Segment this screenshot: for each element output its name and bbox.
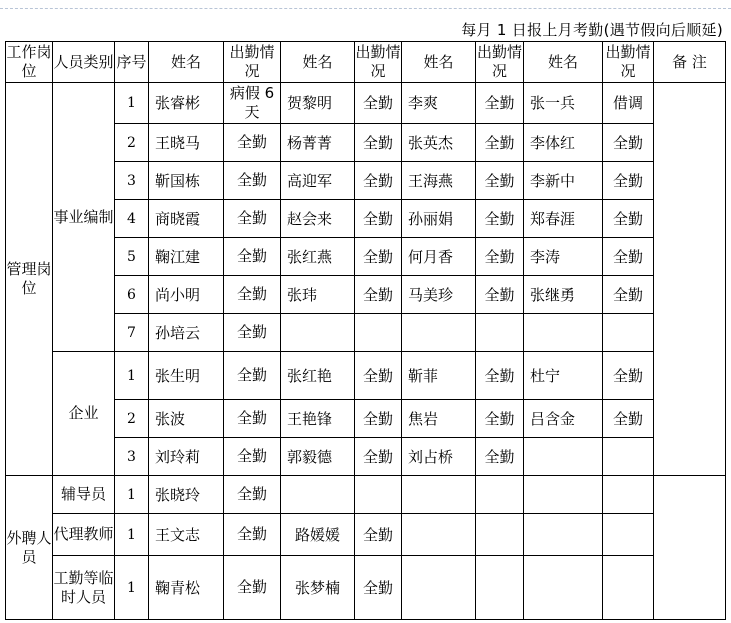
group-outsourced: 外聘人员 — [6, 476, 53, 620]
status-cell — [603, 314, 654, 352]
sheet-top-border — [0, 8, 731, 9]
status-cell: 全勤 — [224, 514, 281, 556]
status-cell: 全勤 — [476, 400, 524, 438]
seq-cell: 1 — [115, 352, 149, 400]
name-cell: 孙丽娟 — [402, 200, 476, 238]
name-cell: 张继勇 — [524, 276, 603, 314]
name-cell: 何月香 — [402, 238, 476, 276]
status-cell: 借调 — [603, 83, 654, 124]
seq-cell: 1 — [115, 556, 149, 620]
header-remark: 备 注 — [654, 42, 726, 83]
name-cell: 焦岩 — [402, 400, 476, 438]
name-cell — [524, 476, 603, 514]
header-post: 工作岗位 — [6, 42, 53, 83]
category-agent-teacher: 代理教师 — [53, 514, 115, 556]
status-cell: 全勤 — [355, 556, 402, 620]
remark-cell-management — [654, 83, 726, 476]
name-cell: 王晓马 — [149, 124, 224, 162]
name-cell — [524, 556, 603, 620]
status-cell — [603, 556, 654, 620]
status-cell: 全勤 — [224, 400, 281, 438]
name-cell: 张波 — [149, 400, 224, 438]
header-status-1: 出勤情况 — [224, 42, 281, 83]
status-cell: 全勤 — [355, 238, 402, 276]
name-cell: 王海燕 — [402, 162, 476, 200]
seq-cell: 4 — [115, 200, 149, 238]
category-enterprise: 企业 — [53, 352, 115, 476]
seq-cell: 2 — [115, 124, 149, 162]
name-cell: 张英杰 — [402, 124, 476, 162]
status-cell: 全勤 — [224, 200, 281, 238]
seq-cell: 7 — [115, 314, 149, 352]
status-cell: 全勤 — [603, 352, 654, 400]
name-cell: 张一兵 — [524, 83, 603, 124]
status-cell: 全勤 — [355, 352, 402, 400]
group-management: 管理岗位 — [6, 83, 53, 476]
status-cell: 全勤 — [355, 514, 402, 556]
status-cell — [476, 314, 524, 352]
status-cell — [355, 314, 402, 352]
status-cell — [476, 476, 524, 514]
status-cell: 全勤 — [476, 200, 524, 238]
name-cell — [524, 314, 603, 352]
name-cell: 杜宁 — [524, 352, 603, 400]
seq-cell: 1 — [115, 476, 149, 514]
header-row — [6, 42, 726, 83]
status-cell — [476, 514, 524, 556]
category-counselor: 辅导员 — [53, 476, 115, 514]
name-cell: 张睿彬 — [149, 83, 224, 124]
status-cell: 全勤 — [355, 200, 402, 238]
report-note: 每月 1 日报上月考勤(遇节假向后顺延) — [461, 21, 723, 39]
name-cell: 孙培云 — [149, 314, 224, 352]
name-cell: 尚小明 — [149, 276, 224, 314]
seq-cell: 3 — [115, 162, 149, 200]
attendance-table — [5, 41, 726, 620]
status-cell: 全勤 — [603, 162, 654, 200]
name-cell: 张晓玲 — [149, 476, 224, 514]
status-cell: 全勤 — [224, 352, 281, 400]
status-cell: 全勤 — [224, 314, 281, 352]
status-cell: 病假 6 天 — [224, 83, 281, 124]
name-cell: 赵会来 — [281, 200, 355, 238]
name-cell: 杨菁菁 — [281, 124, 355, 162]
name-cell: 吕含金 — [524, 400, 603, 438]
name-cell: 李涛 — [524, 238, 603, 276]
status-cell: 全勤 — [603, 400, 654, 438]
name-cell: 李爽 — [402, 83, 476, 124]
status-cell: 全勤 — [603, 124, 654, 162]
header-name-1: 姓名 — [149, 42, 224, 83]
remark-cell-outsourced — [654, 476, 726, 620]
seq-cell: 3 — [115, 438, 149, 476]
seq-cell: 1 — [115, 83, 149, 124]
name-cell: 刘占桥 — [402, 438, 476, 476]
status-cell: 全勤 — [224, 238, 281, 276]
seq-cell: 2 — [115, 400, 149, 438]
name-cell: 马美珍 — [402, 276, 476, 314]
status-cell: 全勤 — [603, 238, 654, 276]
name-cell — [402, 476, 476, 514]
name-cell — [402, 514, 476, 556]
status-cell: 全勤 — [224, 438, 281, 476]
name-cell: 高迎军 — [281, 162, 355, 200]
name-cell — [281, 314, 355, 352]
name-cell: 张梦楠 — [281, 556, 355, 620]
name-cell: 张玮 — [281, 276, 355, 314]
status-cell — [603, 514, 654, 556]
name-cell: 郑春涯 — [524, 200, 603, 238]
name-cell — [281, 476, 355, 514]
status-cell: 全勤 — [476, 162, 524, 200]
status-cell: 全勤 — [476, 276, 524, 314]
name-cell: 刘玲莉 — [149, 438, 224, 476]
table-row — [6, 556, 726, 620]
name-cell: 靳国栋 — [149, 162, 224, 200]
status-cell: 全勤 — [355, 438, 402, 476]
name-cell — [524, 438, 603, 476]
status-cell: 全勤 — [476, 352, 524, 400]
status-cell: 全勤 — [224, 476, 281, 514]
name-cell: 商晓霞 — [149, 200, 224, 238]
table-row — [6, 476, 726, 514]
status-cell — [476, 556, 524, 620]
status-cell: 全勤 — [355, 124, 402, 162]
name-cell: 郭毅德 — [281, 438, 355, 476]
header-name-3: 姓名 — [402, 42, 476, 83]
status-cell — [603, 476, 654, 514]
header-seq: 序号 — [115, 42, 149, 83]
table-row — [6, 514, 726, 556]
name-cell: 张红艳 — [281, 352, 355, 400]
header-status-3: 出勤情况 — [476, 42, 524, 83]
name-cell: 李体红 — [524, 124, 603, 162]
name-cell: 张红燕 — [281, 238, 355, 276]
name-cell: 王艳锋 — [281, 400, 355, 438]
status-cell: 全勤 — [355, 162, 402, 200]
status-cell: 全勤 — [224, 124, 281, 162]
status-cell: 全勤 — [603, 200, 654, 238]
status-cell: 全勤 — [603, 276, 654, 314]
table-row — [6, 352, 726, 400]
seq-cell: 1 — [115, 514, 149, 556]
status-cell — [355, 476, 402, 514]
status-cell: 全勤 — [355, 400, 402, 438]
name-cell: 鞠江建 — [149, 238, 224, 276]
status-cell: 全勤 — [476, 438, 524, 476]
seq-cell: 5 — [115, 238, 149, 276]
table-row — [6, 83, 726, 124]
name-cell — [402, 556, 476, 620]
status-cell: 全勤 — [355, 83, 402, 124]
status-cell: 全勤 — [355, 276, 402, 314]
category-institution: 事业编制 — [53, 83, 115, 352]
status-cell: 全勤 — [476, 238, 524, 276]
name-cell: 李新中 — [524, 162, 603, 200]
name-cell — [524, 514, 603, 556]
status-cell: 全勤 — [224, 556, 281, 620]
header-status-4: 出勤情况 — [603, 42, 654, 83]
name-cell: 路媛媛 — [281, 514, 355, 556]
status-cell: 全勤 — [224, 276, 281, 314]
header-category: 人员类别 — [53, 42, 115, 83]
status-cell: 全勤 — [476, 124, 524, 162]
status-cell — [603, 438, 654, 476]
header-name-2: 姓名 — [281, 42, 355, 83]
name-cell: 王文志 — [149, 514, 224, 556]
header-name-4: 姓名 — [524, 42, 603, 83]
name-cell: 鞠青松 — [149, 556, 224, 620]
name-cell: 靳菲 — [402, 352, 476, 400]
status-cell: 全勤 — [224, 162, 281, 200]
status-cell: 全勤 — [476, 83, 524, 124]
name-cell: 贺黎明 — [281, 83, 355, 124]
name-cell: 张生明 — [149, 352, 224, 400]
category-temp-staff: 工勤等临时人员 — [53, 556, 115, 620]
seq-cell: 6 — [115, 276, 149, 314]
header-status-2: 出勤情况 — [355, 42, 402, 83]
name-cell — [402, 314, 476, 352]
